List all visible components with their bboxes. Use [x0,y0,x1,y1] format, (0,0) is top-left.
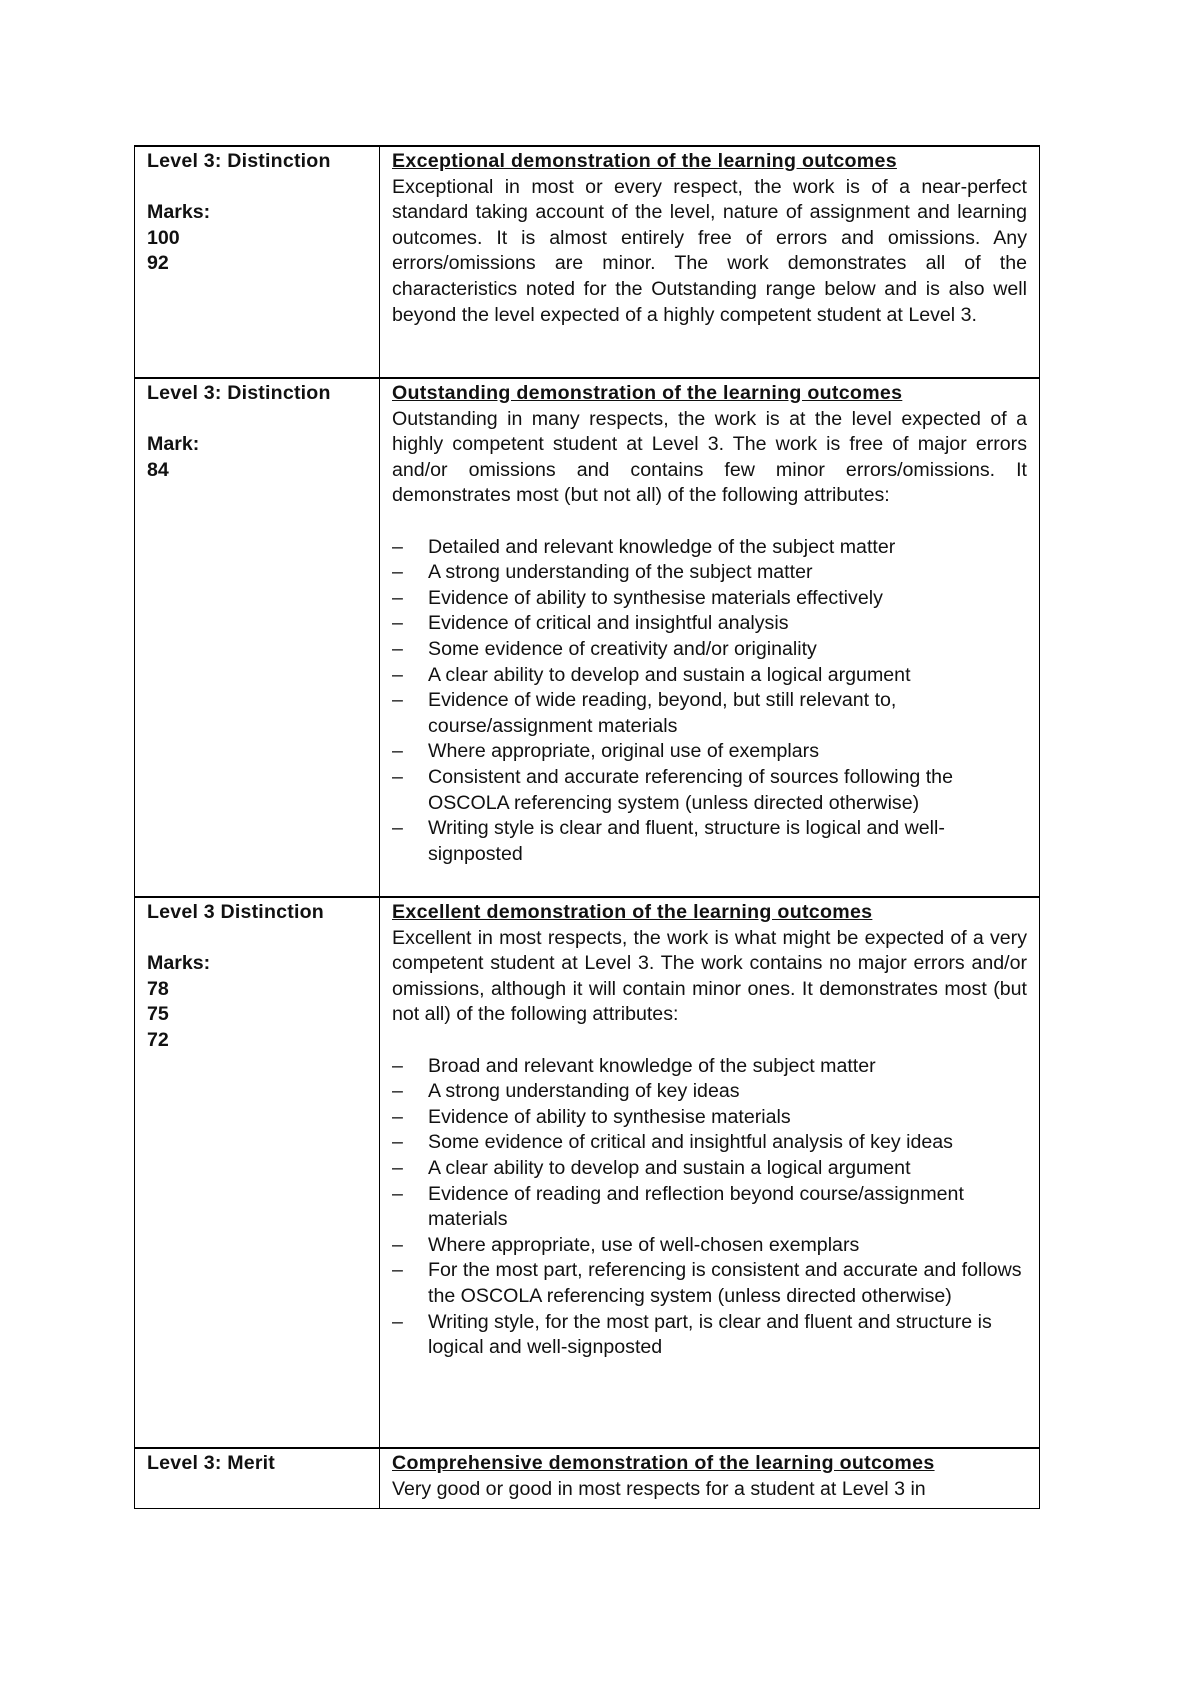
level-cell [135,897,380,1448]
list-item: – Some evidence of critical and insightful analysis of key ideas [392,1131,953,1154]
outcome-description: Outstanding in many respects, the work is at the level expected of a highly competent student at Level 3. The work is free of major errors and/or omissions and contains few minor errors/omissions. It demonstrates most (but not all) of the following attributes: [392,407,1027,507]
mark-value: 84 [147,458,169,481]
marks-label: Mark: [147,433,200,456]
marks-label: Marks: [147,201,211,224]
list-item: – For the most part, referencing is consistent and accurate and follows the OSCOLA referencing system (unless directed otherwise) [392,1259,1022,1307]
attribute-list [392,535,1027,868]
outcome-description: Excellent in most respects, the work is what might be expected of a very competent student at Level 3. The work contains no major errors and/or omissions, although it will contain minor ones. It demonstrates most (but not all) of the following attributes: [392,926,1027,1026]
document-page [134,145,1040,1509]
outcome-heading: Outstanding demonstration of the learning outcomes [392,382,903,404]
list-item: – Where appropriate, use of well-chosen exemplars [392,1233,860,1256]
level-title: Level 3: Distinction [147,382,331,404]
outcome-heading: Excellent demonstration of the learning outcomes [392,901,873,923]
outcome-heading: Comprehensive demonstration of the learning outcomes [392,1452,935,1474]
table-row [135,1448,1040,1509]
level-title: Level 3: Distinction [147,150,331,172]
description-cell [380,378,1040,897]
mark-value: 100 [147,226,180,249]
list-item: – Consistent and accurate referencing of sources following the OSCOLA referencing system (unless directed otherwise) [392,765,953,814]
list-item: – Writing style is clear and fluent, structure is logical and well-signposted [392,817,945,865]
description-cell [380,897,1040,1448]
mark-value: 92 [147,252,169,275]
attribute-list [392,1054,1027,1361]
mark-value: 75 [147,1003,169,1026]
list-item: – Evidence of critical and insightful analysis [392,612,789,635]
mark-value: 78 [147,977,169,1000]
table-row [135,146,1040,378]
list-item: – Writing style, for the most part, is clear and fluent and structure is logical and well-signposted [392,1310,992,1359]
list-item: – A strong understanding of key ideas [392,1080,740,1103]
list-item: – Evidence of ability to synthesise materials [392,1105,791,1128]
list-item: – Some evidence of creativity and/or originality [392,637,817,660]
list-item: – A clear ability to develop and sustain a logical argument [392,663,911,686]
description-cell [380,1448,1040,1509]
list-item: – Evidence of reading and reflection beyond course/assignment materials [392,1182,964,1231]
list-item: – Evidence of wide reading, beyond, but still relevant to, course/assignment materials [392,689,897,737]
description-cell [380,146,1040,378]
list-item: – A clear ability to develop and sustain a logical argument [392,1156,911,1179]
outcome-description: Very good or good in most respects for a student at Level 3 in [392,1477,926,1500]
list-item: – Broad and relevant knowledge of the subject matter [392,1054,876,1077]
level-title: Level 3: Merit [147,1452,276,1474]
marking-rubric-table [134,145,1040,1509]
list-item: – A strong understanding of the subject matter [392,561,813,584]
table-row [135,897,1040,1448]
list-item: – Evidence of ability to synthesise materials effectively [392,586,883,609]
mark-value: 72 [147,1028,169,1051]
list-item: – Detailed and relevant knowledge of the subject matter [392,535,896,558]
outcome-description: Exceptional in most or every respect, the work is of a near-perfect standard taking account of the level, nature of assignment and learning outcomes. It is almost entirely free of errors and omissions. Any errors/omissions are minor. The work demonstrates all of the characteristics noted for the Outstanding range below and is also well beyond the level expected of a highly competent student at Level 3. [392,175,1027,326]
level-cell [135,378,380,897]
marks-label: Marks: [147,952,211,975]
table-row [135,378,1040,897]
outcome-heading: Exceptional demonstration of the learning outcomes [392,150,897,172]
level-cell [135,1448,380,1509]
list-item: – Where appropriate, original use of exemplars [392,740,819,763]
level-cell [135,146,380,378]
level-title: Level 3 Distinction [147,901,324,923]
